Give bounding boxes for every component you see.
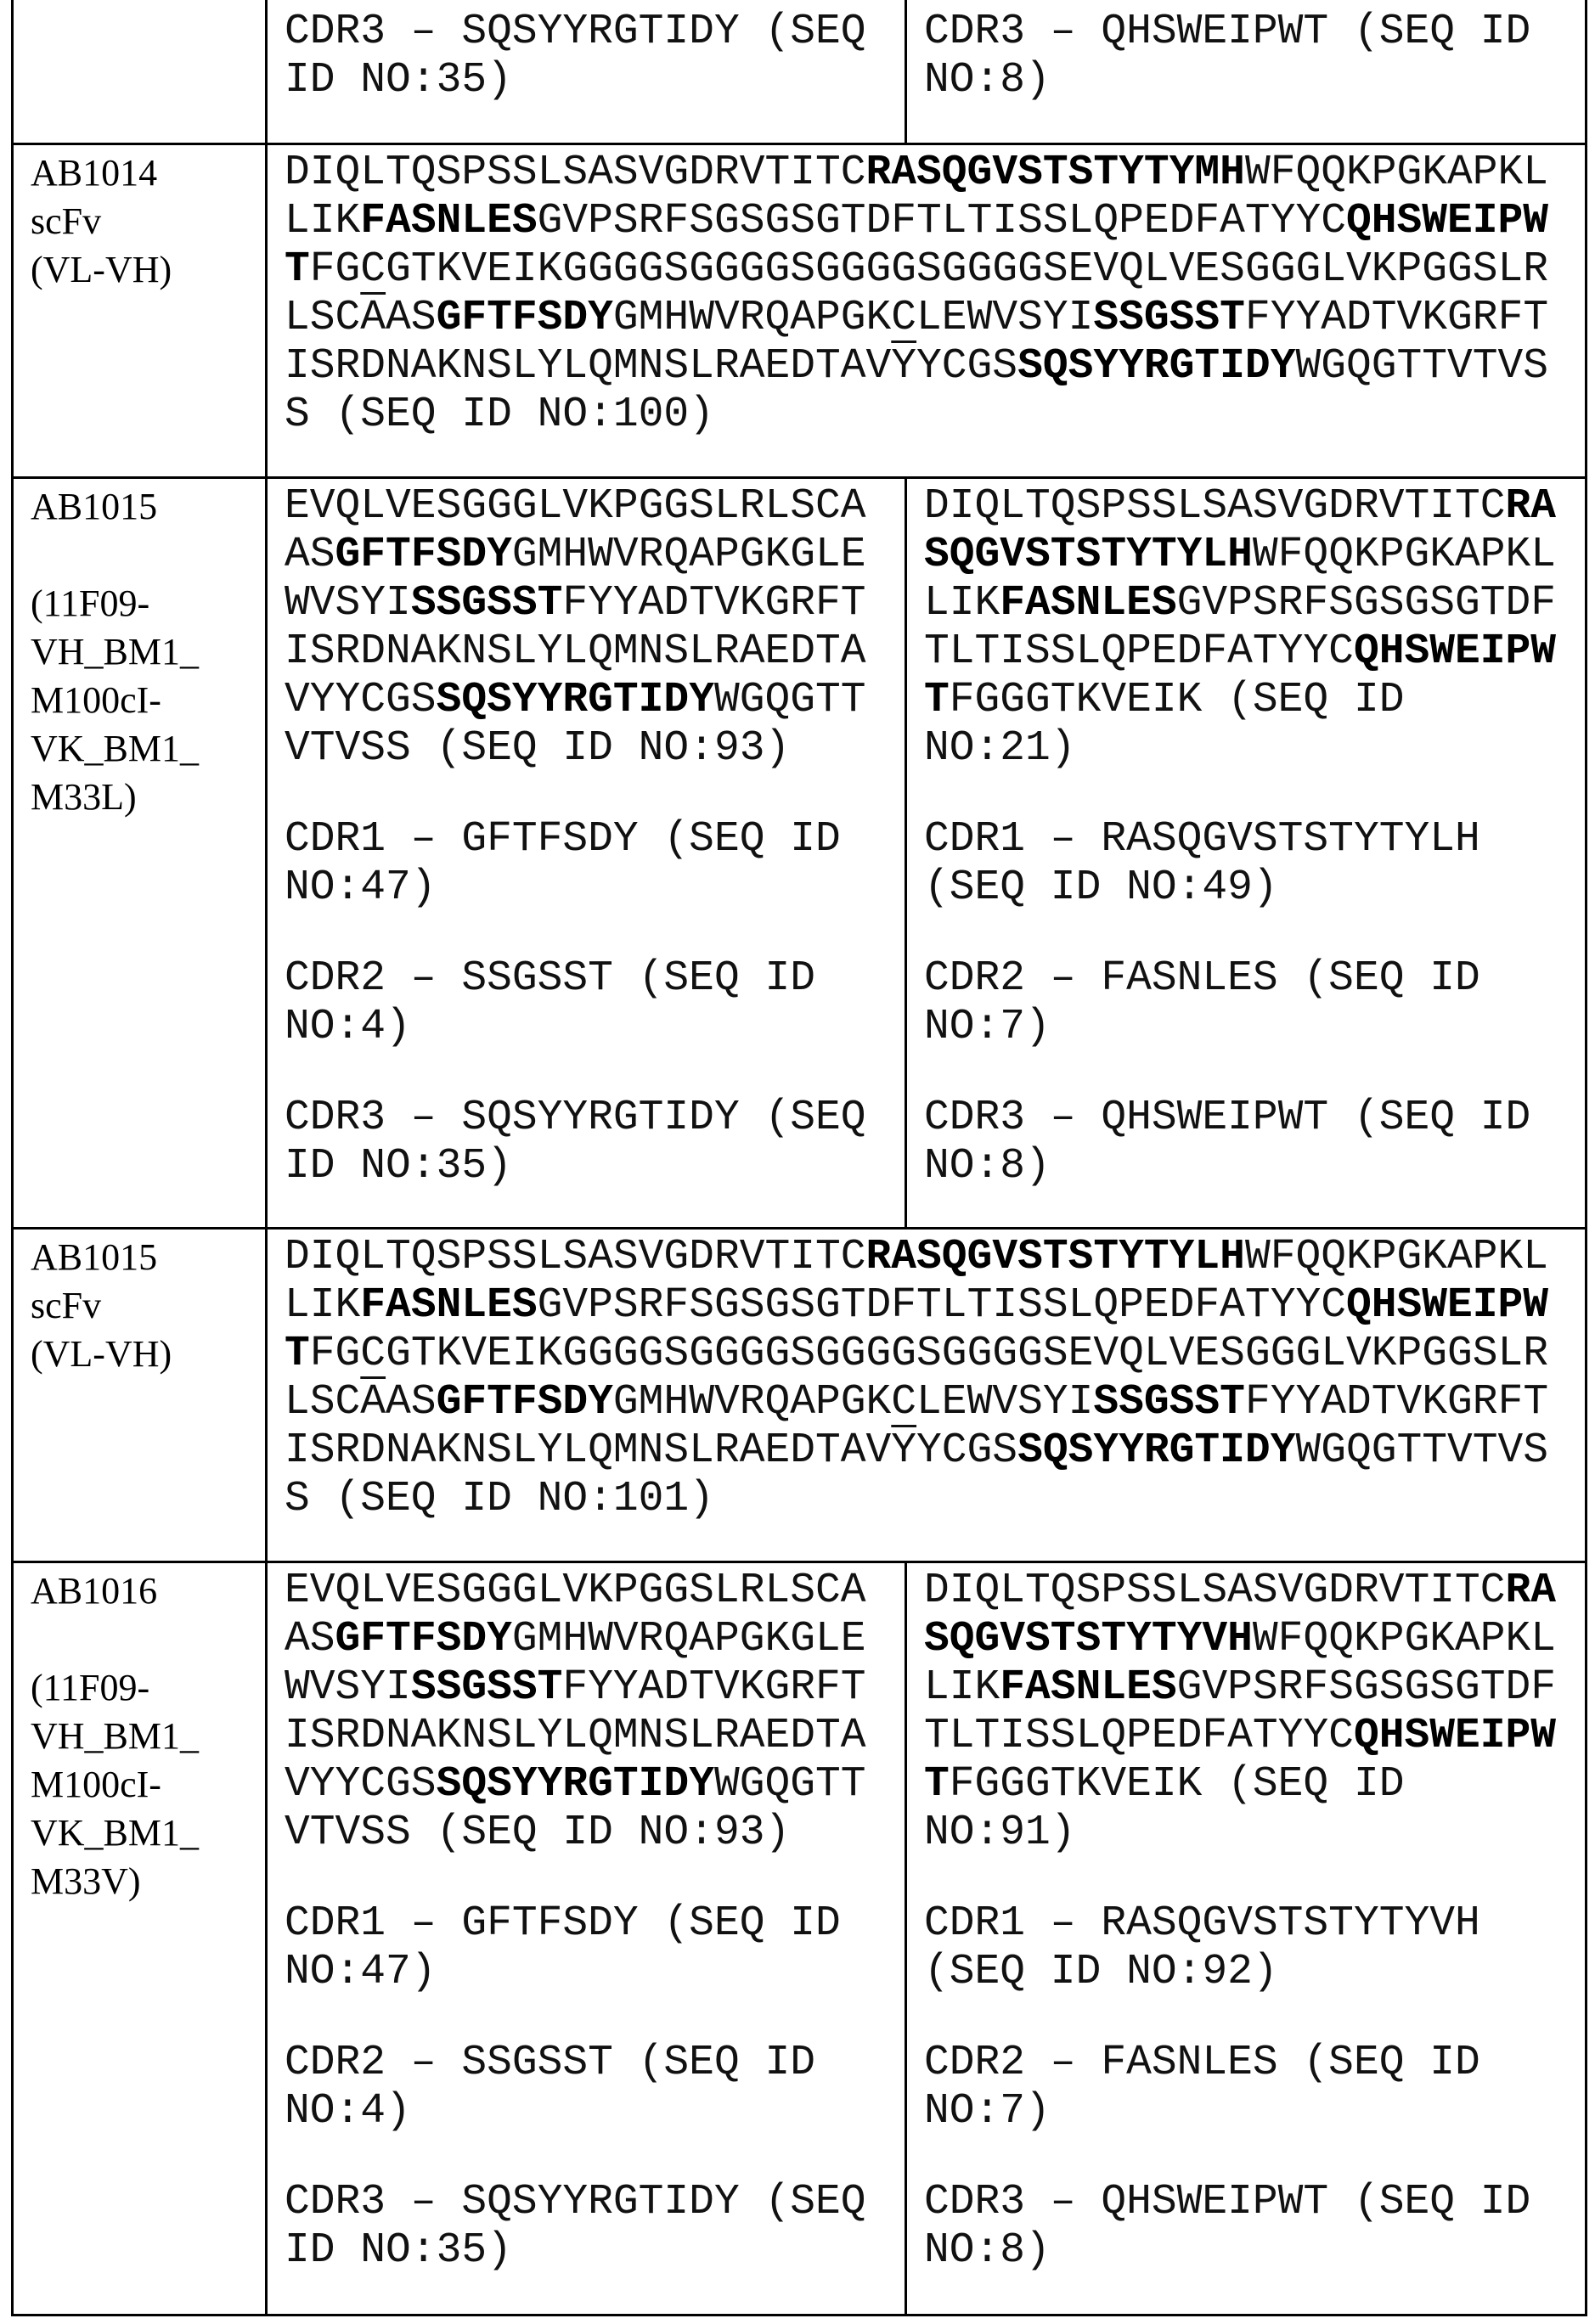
- sequence-paragraph: [285, 149, 1570, 439]
- antibody-label-cell: [13, 0, 267, 143]
- sequence-segment: FYYADTVKGRFT: [562, 579, 865, 627]
- sequence-line: [285, 245, 1570, 294]
- sequence-segment: NO:7): [924, 1003, 1051, 1050]
- vl-sequence-cell: [906, 477, 1587, 1228]
- sequence-segment: S (SEQ ID NO:100): [285, 391, 714, 438]
- vh-sequence-cell: [267, 1562, 906, 2315]
- sequence-segment: VTVSS (SEQ ID NO:93): [285, 1809, 790, 1856]
- cdr-bold-segment: SQSYYRGTIDY: [1017, 1426, 1295, 1474]
- sequence-line: [285, 1094, 889, 1142]
- cdr-bold-segment: GFTFSDY: [335, 531, 512, 578]
- cdr-bold-segment: GFTFSDY: [335, 1615, 512, 1663]
- sequence-segment: FGGGTKVEIK (SEQ ID: [950, 1760, 1405, 1808]
- sequence-line: [285, 1142, 889, 1190]
- sequence-line: [924, 8, 1570, 56]
- sequence-line: [924, 1712, 1570, 1760]
- cdr-paragraph: [924, 815, 1570, 912]
- sequence-line: [285, 1281, 1570, 1330]
- cdr-paragraph: [924, 954, 1570, 1051]
- sequence-line: [285, 724, 889, 773]
- sequence-line: [285, 627, 889, 676]
- antibody-label-line: (VL-VH): [31, 1330, 250, 1378]
- sequence-line: [285, 1712, 889, 1760]
- sequence-line: [285, 1378, 1570, 1426]
- cdr-paragraph: [285, 2039, 889, 2135]
- sequence-line: [285, 2178, 889, 2226]
- sequence-line: [924, 1142, 1570, 1190]
- table-row: [13, 477, 1587, 1228]
- sequence-segment: DIQLTQSPSSLSASVGDRVTITC: [285, 1233, 866, 1280]
- sequence-line: [285, 1615, 889, 1663]
- sequence-segment: LIK: [924, 1663, 1000, 1711]
- sequence-segment: FG: [310, 1330, 361, 1377]
- sequence-segment: TLTISSLQPEDFATYYC: [924, 627, 1354, 675]
- cdr-paragraph: [924, 1899, 1570, 1996]
- sequence-line: [285, 864, 889, 912]
- sequence-segment: (SEQ ID NO:92): [924, 1948, 1278, 1995]
- cdr-paragraph: [285, 1094, 889, 1190]
- sequence-segment: FG: [310, 245, 361, 293]
- sequence-segment: NO:21): [924, 724, 1076, 772]
- antibody-label-line: M100cI-: [31, 676, 250, 724]
- sequence-segment: CDR2 – FASNLES (SEQ ID: [924, 2039, 1480, 2086]
- sequence-segment: ISRDNAKNSLYLQMNSLRAEDTA: [285, 627, 866, 675]
- sequence-line: [285, 482, 889, 531]
- sequence-line: [285, 2226, 889, 2275]
- sequence-segment: NO:8): [924, 56, 1051, 104]
- sequence-paragraph: [924, 1567, 1570, 1857]
- sequence-segment: AS: [285, 531, 335, 578]
- sequence-line: [924, 815, 1570, 864]
- cdr-bold-segment: QHSWEIPW: [1346, 1281, 1548, 1329]
- sequence-segment: WGQGTT: [714, 1760, 866, 1808]
- antibody-label-line: M33V): [31, 1857, 250, 1905]
- sequence-segment: GTKVEIKGGGGSGGGGSGGGGSGGGGSEVQLVESGGGLVKPGGSLR: [386, 1330, 1548, 1377]
- sequence-line: [285, 1899, 889, 1948]
- sequence-segment: LSCAAS: [285, 1378, 437, 1426]
- sequence-segment: NO:8): [924, 2226, 1051, 2274]
- cdr-bold-segment: T: [285, 245, 310, 293]
- underlined-residue: C: [891, 1378, 916, 1426]
- sequence-paragraph: [285, 482, 889, 773]
- sequence-line: [285, 1567, 889, 1615]
- sequence-segment: WVSYI: [285, 579, 411, 627]
- sequence-segment: NO:4): [285, 1003, 411, 1050]
- cdr-bold-segment: QHSWEIPW: [1346, 197, 1548, 245]
- sequence-line: [924, 864, 1570, 912]
- sequence-segment: ID NO:35): [285, 56, 512, 104]
- sequence-segment: NO:91): [924, 1809, 1076, 1856]
- antibody-label-cell: [13, 143, 267, 477]
- antibody-label-line: scFv: [31, 197, 250, 245]
- sequence-segment: NO:47): [285, 864, 437, 911]
- sequence-line: [285, 531, 889, 579]
- sequence-line: [924, 724, 1570, 773]
- sequence-line: [285, 294, 1570, 342]
- cdr-bold-segment: SQSYYRGTIDY: [437, 1760, 714, 1808]
- sequence-table-body: [13, 0, 1587, 2315]
- sequence-line: [924, 1663, 1570, 1712]
- sequence-line: [924, 482, 1570, 531]
- cdr-bold-segment: FASNLES: [360, 197, 537, 245]
- sequence-line: [285, 149, 1570, 197]
- sequence-segment: LIK: [924, 579, 1000, 627]
- sequence-segment: VYYCGS: [285, 676, 437, 723]
- sequence-paragraph: [285, 1233, 1570, 1523]
- cdr-bold-segment: RA: [1506, 1567, 1557, 1614]
- sequence-line: [285, 1003, 889, 1051]
- sequence-segment: WGQGTTVTVS: [1295, 1426, 1548, 1474]
- sequence-paragraph: [924, 482, 1570, 773]
- sequence-segment: CDR3 – QHSWEIPWT (SEQ ID: [924, 8, 1530, 55]
- sequence-paragraph: [285, 8, 889, 104]
- sequence-line: [285, 8, 889, 56]
- sequence-line: [924, 2226, 1570, 2275]
- sequence-segment: ISRDNAKNSLYLQMNSLRAEDTAVYYCGS: [285, 342, 1017, 390]
- sequence-paragraph: [924, 8, 1570, 104]
- cdr-bold-segment: SQGVSTSTYTYVH: [924, 1615, 1253, 1663]
- sequence-line: [924, 1615, 1570, 1663]
- sequence-segment: CDR1 – RASQGVSTSTYTYVH: [924, 1899, 1480, 1947]
- sequence-segment: NO:47): [285, 1948, 437, 1995]
- antibody-label-cell: [13, 477, 267, 1228]
- sequence-line: [924, 1567, 1570, 1615]
- sequence-line: [285, 2039, 889, 2087]
- cdr-bold-segment: T: [924, 1760, 950, 1808]
- sequence-segment: LEWVSYI: [916, 1378, 1093, 1426]
- vl-sequence-cell: [906, 0, 1587, 143]
- antibody-label-line: AB1015: [31, 482, 250, 531]
- sequence-line: [924, 2087, 1570, 2135]
- cdr-bold-segment: RASQGVSTSTYTYMH: [866, 149, 1245, 196]
- sequence-table: [11, 0, 1587, 2316]
- sequence-line: [285, 342, 1570, 391]
- sequence-segment: WGQGTTVTVS: [1295, 342, 1548, 390]
- sequence-segment: GVPSRFSGSGSGTDFTLTISSLQPEDFATYYC: [538, 1281, 1346, 1329]
- sequence-segment: EVQLVESGGGLVKPGGSLRLSCA: [285, 1567, 866, 1614]
- sequence-line: [285, 2087, 889, 2135]
- cdr-bold-segment: FASNLES: [1000, 579, 1176, 627]
- sequence-segment: CDR2 – SSGSST (SEQ ID: [285, 2039, 815, 2086]
- antibody-label-line: (11F09-: [31, 579, 250, 627]
- underlined-residue: C: [891, 294, 916, 341]
- sequence-segment: GMHWVRQAPGK: [613, 294, 891, 341]
- sequence-line: [285, 1426, 1570, 1475]
- sequence-line: [285, 1330, 1570, 1378]
- sequence-segment: WGQGTT: [714, 676, 866, 723]
- cdr-paragraph: [285, 815, 889, 912]
- sequence-segment: ISRDNAKNSLYLQMNSLRAEDTAVYYCGS: [285, 1426, 1017, 1474]
- sequence-segment: CDR3 – SQSYYRGTIDY (SEQ: [285, 8, 866, 55]
- table-row: [13, 0, 1587, 143]
- sequence-segment: GMHWVRQAPGK: [613, 1378, 891, 1426]
- sequence-line: [285, 1233, 1570, 1281]
- cdr-bold-segment: SQSYYRGTIDY: [437, 676, 714, 723]
- cdr-bold-segment: RASQGVSTSTYTYLH: [866, 1233, 1245, 1280]
- sequence-segment: WFQQKPGKAPKL: [1253, 1615, 1556, 1663]
- sequence-segment: VYYCGS: [285, 1760, 437, 1808]
- cdr-bold-segment: SSGSST: [411, 1663, 563, 1711]
- antibody-label-line: (VL-VH): [31, 245, 250, 294]
- cdr-bold-segment: GFTFSDY: [437, 1378, 613, 1426]
- sequence-segment: DIQLTQSPSSLSASVGDRVTITC: [285, 149, 866, 196]
- scfv-sequence-cell: [267, 1228, 1587, 1562]
- table-row: [13, 1562, 1587, 2315]
- sequence-line: [285, 676, 889, 724]
- antibody-label-line: AB1015: [31, 1233, 250, 1281]
- sequence-line: [924, 531, 1570, 579]
- cdr-bold-segment: T: [924, 676, 950, 723]
- sequence-segment: LEWVSYI: [916, 294, 1093, 341]
- sequence-line: [924, 1094, 1570, 1142]
- antibody-label-line: scFv: [31, 1281, 250, 1330]
- antibody-label-line: (11F09-: [31, 1663, 250, 1712]
- sequence-segment: GTKVEIKGGGGSGGGGSGGGGSGGGGSEVQLVESGGGLVKPGGSLR: [386, 245, 1548, 293]
- sequence-segment: LIK: [285, 197, 360, 245]
- cdr-paragraph: [924, 1094, 1570, 1190]
- sequence-segment: WFQQKPGKAPKL: [1245, 149, 1548, 196]
- cdr-bold-segment: SSGSST: [1093, 294, 1245, 341]
- sequence-segment: GMHWVRQAPGKGLE: [512, 1615, 866, 1663]
- sequence-segment: S (SEQ ID NO:101): [285, 1475, 714, 1522]
- sequence-segment: CDR1 – GFTFSDY (SEQ ID: [285, 1899, 841, 1947]
- vh-sequence-cell: [267, 0, 906, 143]
- sequence-line: [285, 815, 889, 864]
- cdr-bold-segment: SQGVSTSTYTYLH: [924, 531, 1253, 578]
- sequence-segment: FYYADTVKGRFT: [562, 1663, 865, 1711]
- sequence-segment: NO:8): [924, 1142, 1051, 1190]
- sequence-segment: FGGGTKVEIK (SEQ ID: [950, 676, 1405, 723]
- sequence-line: [285, 579, 889, 627]
- sequence-paragraph: [285, 1567, 889, 1857]
- sequence-segment: GVPSRFSGSGSGTDF: [1177, 1663, 1556, 1711]
- sequence-segment: DIQLTQSPSSLSASVGDRVTITC: [924, 482, 1506, 530]
- antibody-label-line: M33L): [31, 773, 250, 821]
- sequence-segment: NO:4): [285, 2087, 411, 2135]
- sequence-segment: CDR3 – QHSWEIPWT (SEQ ID: [924, 1094, 1530, 1141]
- underlined-residue: C: [360, 245, 386, 293]
- cdr-bold-segment: QHSWEIPW: [1354, 1712, 1556, 1759]
- sequence-segment: ISRDNAKNSLYLQMNSLRAEDTA: [285, 1712, 866, 1759]
- cdr-paragraph: [285, 2178, 889, 2275]
- sequence-segment: NO:7): [924, 2087, 1051, 2135]
- sequence-segment: CDR2 – SSGSST (SEQ ID: [285, 954, 815, 1002]
- antibody-label-line: [31, 531, 250, 579]
- cdr-bold-segment: FASNLES: [360, 1281, 537, 1329]
- sequence-segment: GVPSRFSGSGSGTDFTLTISSLQPEDFATYYC: [538, 197, 1346, 245]
- sequence-segment: GVPSRFSGSGSGTDF: [1177, 579, 1556, 627]
- cdr-paragraph: [285, 1899, 889, 1996]
- antibody-label-line: VH_BM1_: [31, 627, 250, 676]
- sequence-segment: WFQQKPGKAPKL: [1245, 1233, 1548, 1280]
- antibody-label-line: VK_BM1_: [31, 1809, 250, 1857]
- sequence-segment: AS: [285, 1615, 335, 1663]
- sequence-segment: (SEQ ID NO:49): [924, 864, 1278, 911]
- antibody-label-cell: [13, 1562, 267, 2315]
- sequence-line: [285, 1663, 889, 1712]
- sequence-line: [924, 1003, 1570, 1051]
- vh-sequence-cell: [267, 477, 906, 1228]
- antibody-label-line: AB1016: [31, 1567, 250, 1615]
- sequence-line: [285, 954, 889, 1003]
- sequence-line: [285, 197, 1570, 245]
- sequence-line: [285, 56, 889, 104]
- sequence-line: [285, 1948, 889, 1996]
- sequence-segment: ID NO:35): [285, 1142, 512, 1190]
- sequence-line: [924, 627, 1570, 676]
- sequence-segment: TLTISSLQPEDFATYYC: [924, 1712, 1354, 1759]
- antibody-label-cell: [13, 1228, 267, 1562]
- sequence-line: [924, 1760, 1570, 1809]
- sequence-segment: ID NO:35): [285, 2226, 512, 2274]
- cdr-paragraph: [924, 2178, 1570, 2275]
- antibody-label-line: VH_BM1_: [31, 1712, 250, 1760]
- sequence-line: [285, 1760, 889, 1809]
- sequence-segment: CDR2 – FASNLES (SEQ ID: [924, 954, 1480, 1002]
- antibody-label-line: VK_BM1_: [31, 724, 250, 773]
- vl-sequence-cell: [906, 1562, 1587, 2315]
- cdr-bold-segment: T: [285, 1330, 310, 1377]
- sequence-line: [285, 1809, 889, 1857]
- cdr-paragraph: [285, 954, 889, 1051]
- sequence-line: [924, 1948, 1570, 1996]
- sequence-segment: LIK: [285, 1281, 360, 1329]
- scfv-sequence-cell: [267, 143, 1587, 477]
- sequence-line: [924, 579, 1570, 627]
- cdr-bold-segment: FASNLES: [1000, 1663, 1176, 1711]
- sequence-segment: CDR3 – SQSYYRGTIDY (SEQ: [285, 1094, 866, 1141]
- sequence-line: [924, 2178, 1570, 2226]
- sequence-segment: FYYADTVKGRFT: [1245, 294, 1548, 341]
- cdr-bold-segment: RA: [1506, 482, 1557, 530]
- cdr-bold-segment: SSGSST: [411, 579, 563, 627]
- cdr-bold-segment: SSGSST: [1093, 1378, 1245, 1426]
- sequence-line: [924, 2039, 1570, 2087]
- underlined-residue: C: [360, 1330, 386, 1377]
- sequence-line: [924, 954, 1570, 1003]
- sequence-segment: WFQQKPGKAPKL: [1253, 531, 1556, 578]
- table-row: [13, 143, 1587, 477]
- antibody-label-line: M100cI-: [31, 1760, 250, 1809]
- sequence-segment: WVSYI: [285, 1663, 411, 1711]
- sequence-segment: CDR1 – RASQGVSTSTYTYLH: [924, 815, 1480, 863]
- table-row: [13, 1228, 1587, 1562]
- cdr-bold-segment: QHSWEIPW: [1354, 627, 1556, 675]
- sequence-line: [924, 1809, 1570, 1857]
- sequence-segment: GMHWVRQAPGKGLE: [512, 531, 866, 578]
- sequence-line: [285, 391, 1570, 439]
- cdr-bold-segment: SQSYYRGTIDY: [1017, 342, 1295, 390]
- sequence-segment: CDR3 – SQSYYRGTIDY (SEQ: [285, 2178, 866, 2226]
- antibody-label-line: AB1014: [31, 149, 250, 197]
- cdr-bold-segment: GFTFSDY: [437, 294, 613, 341]
- sequence-segment: DIQLTQSPSSLSASVGDRVTITC: [924, 1567, 1506, 1614]
- sequence-segment: FYYADTVKGRFT: [1245, 1378, 1548, 1426]
- sequence-line: [924, 56, 1570, 104]
- sequence-segment: CDR3 – QHSWEIPWT (SEQ ID: [924, 2178, 1530, 2226]
- sequence-segment: VTVSS (SEQ ID NO:93): [285, 724, 790, 772]
- sequence-segment: LSCAAS: [285, 294, 437, 341]
- sequence-line: [285, 1475, 1570, 1523]
- sequence-line: [924, 676, 1570, 724]
- sequence-segment: EVQLVESGGGLVKPGGSLRLSCA: [285, 482, 866, 530]
- cdr-paragraph: [924, 2039, 1570, 2135]
- antibody-label-line: [31, 1615, 250, 1663]
- sequence-segment: CDR1 – GFTFSDY (SEQ ID: [285, 815, 841, 863]
- sequence-line: [924, 1899, 1570, 1948]
